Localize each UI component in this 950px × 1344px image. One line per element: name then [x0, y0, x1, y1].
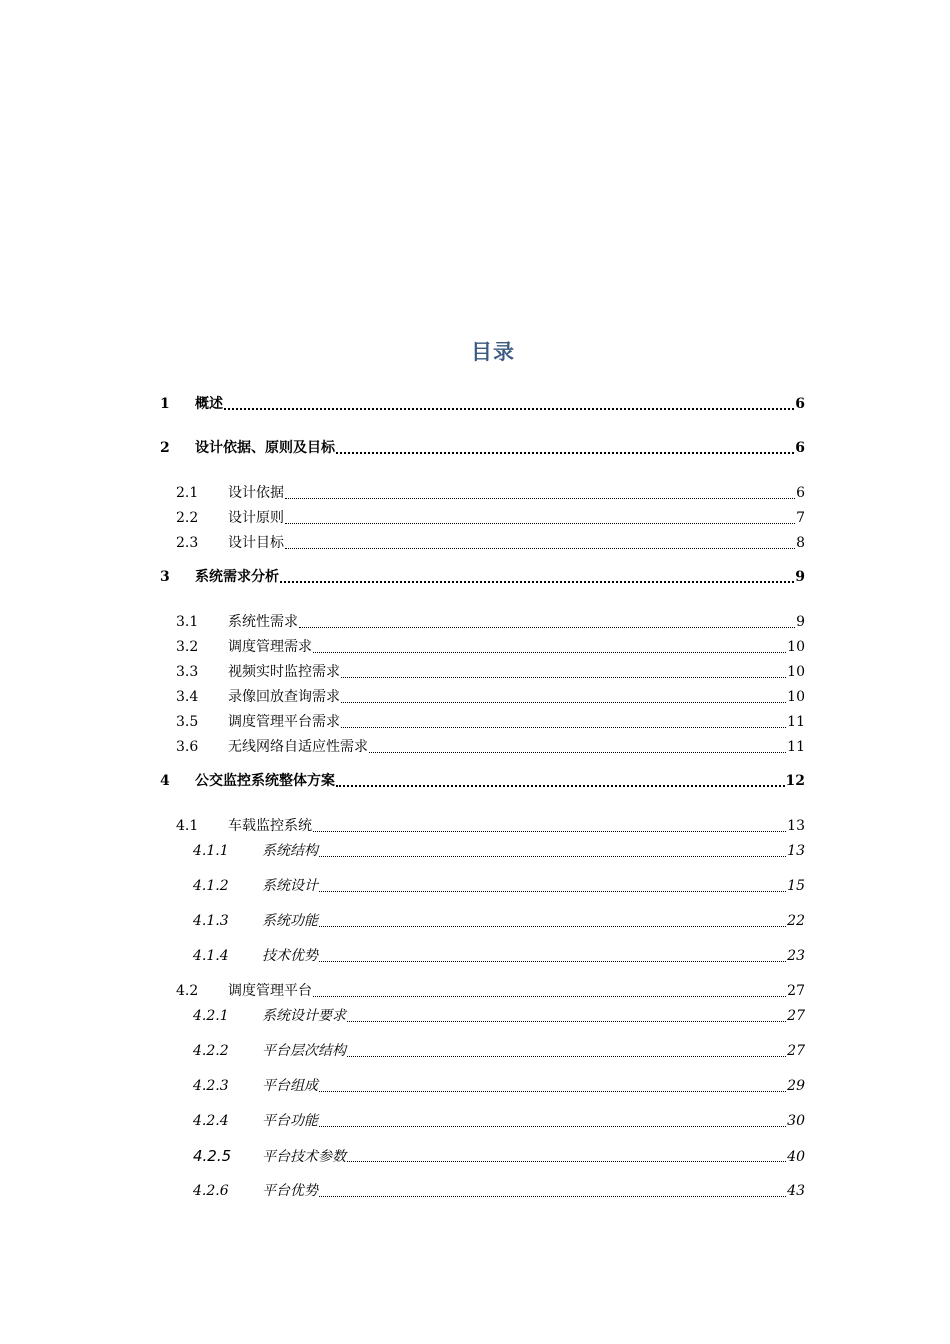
toc-entry-page: 13 — [787, 843, 805, 859]
toc-entry-title: 平台层次结构 — [262, 1043, 346, 1059]
dot-leader — [341, 701, 786, 703]
toc-entry-page: 43 — [787, 1183, 805, 1199]
toc-entry-number: 4.1.2 — [193, 878, 229, 894]
toc-entry-page: 10 — [787, 689, 805, 705]
toc-entry-title: 系统功能 — [262, 913, 318, 929]
toc-entry[interactable] — [176, 737, 805, 757]
dot-leader — [313, 830, 786, 832]
dot-leader — [319, 925, 786, 927]
toc-entry-title: 视频实时监控需求 — [228, 664, 340, 680]
toc-entry-page: 15 — [787, 878, 805, 894]
toc-entry[interactable] — [176, 662, 805, 682]
dot-leader — [347, 1020, 786, 1022]
toc-entry[interactable] — [193, 1146, 805, 1166]
toc-entry-number: 4.2.5 — [193, 1147, 232, 1165]
dot-leader — [336, 451, 794, 454]
toc-entry-title: 系统设计 — [262, 878, 318, 894]
toc-entry-title: 概述 — [195, 396, 223, 412]
toc-entry-number: 4.2 — [176, 983, 199, 999]
toc-entry-title: 设计原则 — [228, 510, 284, 526]
dot-leader — [341, 676, 786, 678]
toc-entry-number: 4.1.3 — [193, 913, 229, 929]
toc-entry[interactable] — [193, 1006, 805, 1026]
toc-entry[interactable] — [176, 508, 805, 528]
toc-entry[interactable] — [160, 438, 805, 458]
toc-entry-number: 3.1 — [176, 614, 199, 630]
toc-entry-number: 4.2.4 — [193, 1113, 229, 1129]
toc-entry[interactable] — [160, 394, 805, 414]
dot-leader — [285, 522, 795, 524]
toc-entry-title: 调度管理需求 — [228, 639, 312, 655]
toc-entry-title: 无线网络自适应性需求 — [228, 739, 368, 755]
dot-leader — [336, 784, 785, 787]
dot-leader — [224, 407, 794, 410]
toc-entry-number: 4 — [160, 773, 170, 789]
dot-leader — [285, 547, 795, 549]
toc-entry-number: 4.1 — [176, 818, 199, 834]
toc-entry-page: 13 — [787, 818, 805, 834]
toc-entry-page: 8 — [796, 535, 805, 551]
dot-leader — [319, 890, 786, 892]
dot-leader — [319, 960, 786, 962]
toc-entry[interactable] — [176, 687, 805, 707]
toc-entry-title: 调度管理平台 — [228, 983, 312, 999]
toc-entry[interactable] — [193, 1076, 805, 1096]
dot-leader — [313, 651, 786, 653]
toc-entry[interactable] — [193, 841, 805, 861]
toc-entry-title: 调度管理平台需求 — [228, 714, 340, 730]
toc-entry-title: 平台组成 — [262, 1078, 318, 1094]
toc-entry-page: 27 — [787, 1043, 805, 1059]
dot-leader — [369, 751, 786, 753]
toc-entry[interactable] — [176, 637, 805, 657]
toc-entry-number: 3.5 — [176, 714, 199, 730]
toc-entry-page: 11 — [787, 714, 805, 730]
toc-entry-number: 4.2.2 — [193, 1043, 229, 1059]
toc-entry-title: 公交监控系统整体方案 — [195, 773, 335, 789]
toc-entry[interactable] — [160, 771, 805, 791]
toc-entry-number: 2.1 — [176, 485, 199, 501]
toc-entry[interactable] — [193, 1181, 805, 1201]
toc-entry-page: 6 — [795, 440, 805, 456]
toc-entry-title: 系统设计要求 — [262, 1008, 346, 1024]
toc-entry-title: 系统性需求 — [228, 614, 298, 630]
toc-entry-page: 11 — [787, 739, 805, 755]
toc-entry-title: 平台功能 — [262, 1113, 318, 1129]
dot-leader — [319, 1090, 786, 1092]
toc-entry-number: 2.3 — [176, 535, 199, 551]
toc-entry-page: 9 — [796, 614, 805, 630]
dot-leader — [313, 995, 786, 997]
toc-entry-number: 4.1.1 — [193, 843, 229, 859]
toc-entry-page: 22 — [787, 913, 805, 929]
dot-leader — [299, 626, 795, 628]
toc-entry-title: 设计依据 — [228, 485, 284, 501]
toc-title: 目录 — [471, 340, 515, 364]
toc-entry-number: 2 — [160, 440, 170, 456]
toc-entry-page: 27 — [787, 1008, 805, 1024]
toc-entry-page: 27 — [787, 983, 805, 999]
toc-entry-number: 2.2 — [176, 510, 199, 526]
toc-entry-number: 3 — [160, 569, 170, 585]
toc-entry-title: 技术优势 — [262, 948, 318, 964]
dot-leader — [319, 1125, 786, 1127]
toc-entry-number: 1 — [160, 396, 170, 412]
toc-entry[interactable] — [176, 483, 805, 503]
toc-entry-page: 30 — [787, 1113, 805, 1129]
toc-entry-page: 10 — [787, 639, 805, 655]
toc-entry[interactable] — [176, 612, 805, 632]
dot-leader — [341, 726, 786, 728]
toc-entry-number: 4.2.1 — [193, 1008, 229, 1024]
toc-entry-number: 4.2.6 — [193, 1183, 229, 1199]
toc-entry-title: 平台技术参数 — [262, 1149, 346, 1165]
dot-leader — [319, 1195, 786, 1197]
toc-entry-page: 10 — [787, 664, 805, 680]
toc-entry[interactable] — [176, 816, 805, 836]
dot-leader — [319, 855, 786, 857]
dot-leader — [347, 1160, 786, 1162]
toc-entry-page: 6 — [796, 485, 805, 501]
toc-entry-page: 12 — [785, 773, 805, 789]
dot-leader — [347, 1055, 786, 1057]
toc-entry[interactable] — [176, 981, 805, 1001]
toc-entry[interactable] — [160, 567, 805, 587]
toc-entry-number: 3.4 — [176, 689, 199, 705]
toc-entry[interactable] — [193, 946, 805, 966]
toc-entry-number: 3.6 — [176, 739, 199, 755]
toc-entry-title: 系统需求分析 — [195, 569, 279, 585]
toc-entry-page: 40 — [787, 1149, 805, 1165]
toc-entry-number: 4.2.3 — [193, 1078, 229, 1094]
toc-entry-number: 3.2 — [176, 639, 199, 655]
toc-entry-number: 3.3 — [176, 664, 199, 680]
toc-entry-title: 设计目标 — [228, 535, 284, 551]
dot-leader — [285, 497, 795, 499]
toc-entry[interactable] — [193, 1111, 805, 1131]
toc-entry-title: 平台优势 — [262, 1183, 318, 1199]
toc-entry[interactable] — [193, 876, 805, 896]
toc-entry[interactable] — [176, 712, 805, 732]
toc-entry-title: 系统结构 — [262, 843, 318, 859]
toc-entry-title: 录像回放查询需求 — [228, 689, 340, 705]
toc-entry-page: 9 — [795, 569, 805, 585]
toc-entry-page: 7 — [796, 510, 805, 526]
toc-entry[interactable] — [176, 533, 805, 553]
toc-entry[interactable] — [193, 911, 805, 931]
toc-entry-page: 29 — [787, 1078, 805, 1094]
toc-entry[interactable] — [193, 1041, 805, 1061]
toc-entry-title: 设计依据、原则及目标 — [195, 440, 335, 456]
toc-entry-page: 23 — [787, 948, 805, 964]
toc-entry-number: 4.1.4 — [193, 948, 229, 964]
toc-entry-page: 6 — [795, 396, 805, 412]
toc-entry-title: 车载监控系统 — [228, 818, 312, 834]
dot-leader — [280, 580, 794, 583]
